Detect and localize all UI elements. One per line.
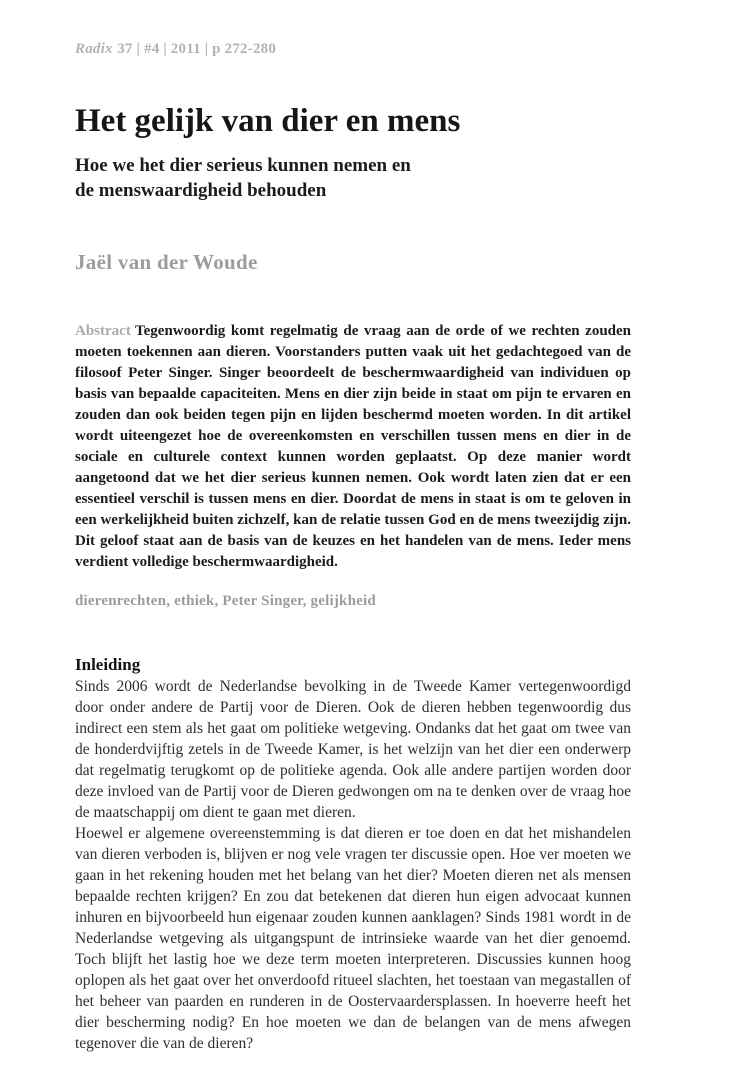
keywords-line: dierenrechten, ethiek, Peter Singer, gelijkheid: [75, 593, 376, 609]
section-heading-inleiding: Inleiding: [75, 655, 141, 674]
journal-issue-info: 37 | #4 | 2011 | p 272-280: [117, 41, 277, 57]
body-paragraph: Sinds 2006 wordt de Nederlandse bevolking in de Tweede Kamer vertegenwoordigd door onder andere de Partij voor de Dieren. Ook de dieren hebben tegenwoordig dus indirect een stem als het gaat om politieke wetgeving. Ondanks dat het gaat om twee van de honderdvijftig zetels in de Tweede Kamer, is het welzijn van het dier een onderwerp dat regelmatig terugkomt op de politieke agenda. Ook alle andere partijen worden door deze invloed van de Partij voor de Dieren gedwongen om na te denken over de vraag hoe de maatschappij om dient te gaan met dieren.: [75, 678, 631, 821]
subtitle-line: Hoe we het dier serieus kunnen nemen en: [75, 155, 411, 176]
abstract-text: Tegenwoordig komt regelmatig de vraag aan de orde of we rechten zouden moeten toekennen aan dieren. Voorstanders putten vaak uit het gedachtegoed van de filosoof Peter Singer. Singer beoordeelt de beschermwaardigheid van individuen op basis van bepaalde capaciteiten. Mens en dier zijn beide in staat om pijn te ervaren en zouden dan ook beiden tegen pijn en lijden beschermd moeten worden. In dit artikel wordt uiteengezet hoe de overeenkomsten en verschillen tussen mens en dier in de sociale en culturele context kunnen worden geplaatst. Op deze manier wordt aangetoond dat we het dier serieus kunnen nemen. Ook wordt laten zien dat er een essentieel verschil is tussen mens en dier. Doordat de mens in staat is om te geloven in een werkelijkheid buiten zichzelf, kan de relatie tussen God en de mens tweezijdig zijn. Dit geloof staat aan de basis van de keuzes en het handelen van de mens. Ieder mens verdient volledige beschermwaardigheid.: [75, 323, 631, 570]
abstract-paragraph: [75, 321, 631, 573]
subtitle-line: de menswaardigheid behouden: [75, 180, 327, 201]
abstract-label: Abstract: [75, 323, 131, 339]
author-name: Jaël van der Woude: [75, 250, 258, 274]
journal-header: [75, 41, 631, 58]
article-subtitle: [75, 153, 631, 203]
body-paragraph: Hoewel er algemene overeenstemming is dat dieren er toe doen en dat het mishandelen van dieren verboden is, blijven er nog vele vragen ter discussie open. Hoe ver moeten we gaan in het rekening houden met het belang van het dier? Moeten dieren net als mensen bepaalde rechten krijgen? En zou dat betekenen dat dieren hun eigen advocaat kunnen inhuren en bijvoorbeeld hun eigenaar zouden kunnen aanklagen? Sinds 1981 wordt in de Nederlandse wetgeving als uitgangspunt de intrinsieke waarde van het dier genoemd. Toch blijft het lastig hoe we deze term moeten interpreteren. Discussies kunnen hoog oplopen als het gaat over het onverdoofd ritueel slachten, het toestaan van megastallen of het beheer van paarden en runderen in de Oostervaardersplassen. In hoeverre heeft het dier bescherming nodig? En hoe moeten we dan de belangen van de mens afwegen tegenover die van de dieren?: [75, 825, 631, 1052]
article-title: Het gelijk van dier en mens: [75, 103, 461, 139]
journal-name: Radix: [75, 41, 113, 57]
